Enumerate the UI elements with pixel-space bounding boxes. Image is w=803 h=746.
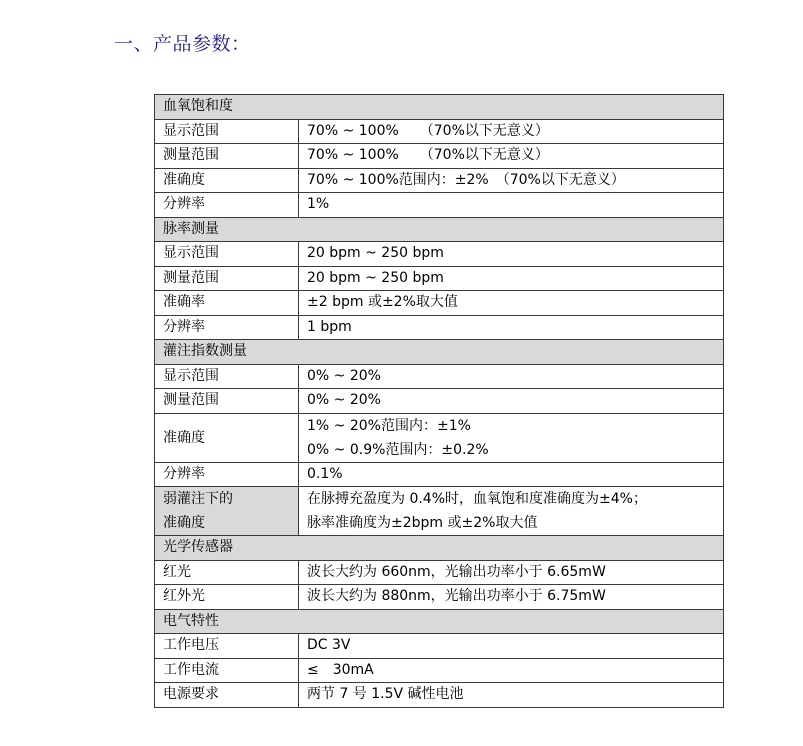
row-value: 1% (299, 193, 724, 218)
row-value: 70% ~ 100% （70%以下无意义） (299, 144, 724, 169)
value-line: 在脉搏充盈度为 0.4%时，血氧饱和度准确度为±4%； (307, 491, 647, 507)
table-row (155, 291, 724, 316)
table-row (155, 389, 724, 414)
section-header-perfusion-index (155, 340, 724, 365)
row-label: 分辨率 (155, 315, 299, 340)
section-heading: 一、产品参数： (114, 33, 251, 55)
row-label: 分辨率 (155, 193, 299, 218)
table-row (155, 266, 724, 291)
row-label: 显示范围 (155, 364, 299, 389)
row-label: 测量范围 (155, 266, 299, 291)
row-value: 0.1% (299, 462, 724, 487)
table-row (155, 242, 724, 267)
row-value: 波长大约为 660nm，光输出功率小于 6.65mW (299, 560, 724, 585)
table-row (155, 119, 724, 144)
row-label: 测量范围 (155, 144, 299, 169)
row-value: 20 bpm ~ 250 bpm (299, 266, 724, 291)
section-title: 电气特性 (155, 609, 724, 634)
row-label: 准确率 (155, 291, 299, 316)
row-label: 准确度 (155, 168, 299, 193)
row-value: ±2 bpm 或±2%取大值 (299, 291, 724, 316)
row-label: 分辨率 (155, 462, 299, 487)
row-value: 20 bpm ~ 250 bpm (299, 242, 724, 267)
value-line: 脉率准确度为±2bpm 或±2%取大值 (307, 515, 538, 531)
row-label: 红光 (155, 560, 299, 585)
section-title: 血氧饱和度 (155, 95, 724, 120)
product-parameters-table (154, 94, 724, 708)
section-title: 灌注指数测量 (155, 340, 724, 365)
table-row (155, 658, 724, 683)
section-header-spo2 (155, 95, 724, 120)
table-row (155, 193, 724, 218)
table-row (155, 364, 724, 389)
row-label: 显示范围 (155, 119, 299, 144)
row-label: 工作电压 (155, 634, 299, 659)
row-value: DC 3V (299, 634, 724, 659)
row-label (155, 487, 299, 536)
row-label: 显示范围 (155, 242, 299, 267)
section-title: 脉率测量 (155, 217, 724, 242)
row-value: 两节 7 号 1.5V 碱性电池 (299, 683, 724, 708)
row-value: ≤ 30mA (299, 658, 724, 683)
row-value: 0% ~ 20% (299, 389, 724, 414)
row-value (299, 487, 724, 536)
section-title: 光学传感器 (155, 536, 724, 561)
label-line: 准确度 (163, 515, 205, 531)
table-row (155, 683, 724, 708)
section-header-pulse-rate (155, 217, 724, 242)
section-header-optical-sensor (155, 536, 724, 561)
row-value: 70% ~ 100%范围内：±2% （70%以下无意义） (299, 168, 724, 193)
row-value: 70% ~ 100% （70%以下无意义） (299, 119, 724, 144)
table-row (155, 144, 724, 169)
table-row (155, 168, 724, 193)
table-row (155, 560, 724, 585)
label-line: 弱灌注下的 (163, 491, 233, 507)
row-label: 电源要求 (155, 683, 299, 708)
row-value: 1 bpm (299, 315, 724, 340)
table-row (155, 634, 724, 659)
row-label: 测量范围 (155, 389, 299, 414)
row-label: 工作电流 (155, 658, 299, 683)
value-line: 0% ~ 0.9%范围内：±0.2% (307, 441, 489, 458)
table-row (155, 315, 724, 340)
section-header-electrical (155, 609, 724, 634)
row-value (299, 413, 724, 462)
table-row (155, 487, 724, 536)
table-row (155, 585, 724, 610)
row-value: 0% ~ 20% (299, 364, 724, 389)
row-value: 波长大约为 880nm，光输出功率小于 6.75mW (299, 585, 724, 610)
table-row (155, 462, 724, 487)
row-label: 红外光 (155, 585, 299, 610)
table-row (155, 413, 724, 462)
row-label: 准确度 (155, 413, 299, 462)
value-line: 1% ~ 20%范围内：±1% (307, 417, 471, 434)
